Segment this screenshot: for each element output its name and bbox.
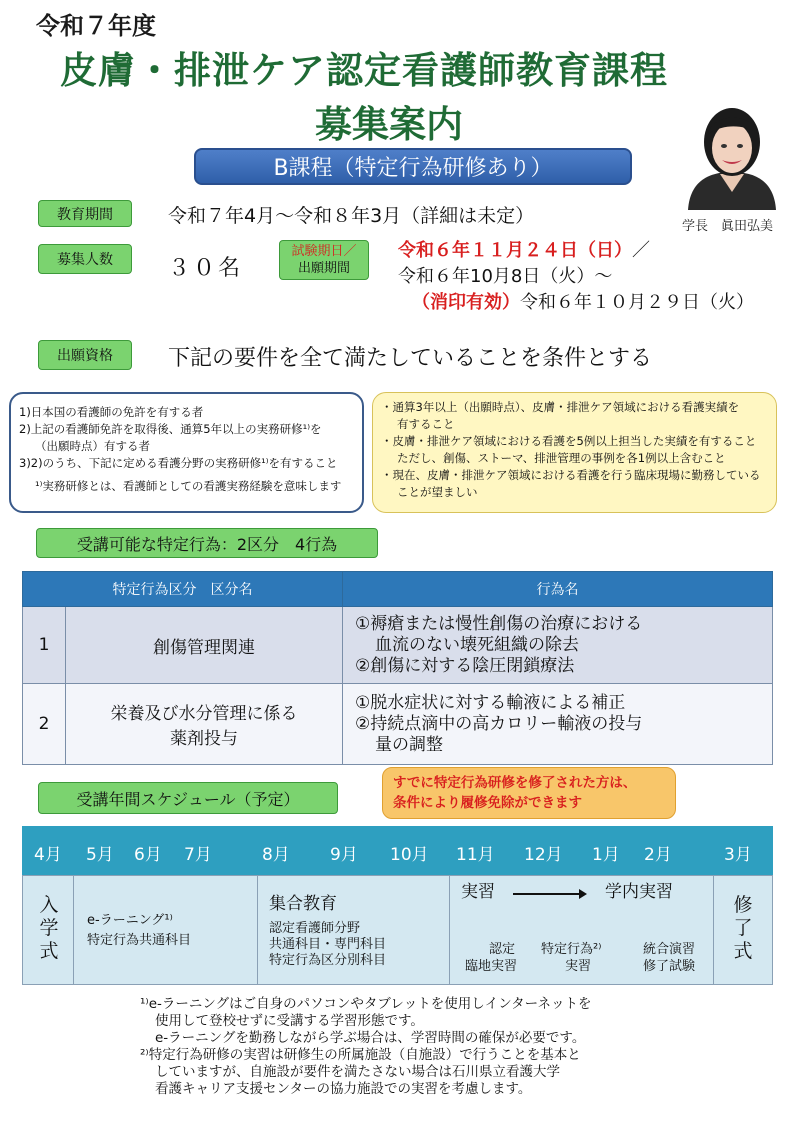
row-acts (343, 607, 773, 684)
exam-date: 令和６年１１月２４日（日） (398, 240, 632, 261)
practicum-sub: 認定 (489, 942, 516, 957)
group-education-line: 認定看護師分野 (269, 921, 361, 936)
row-number: 2 (23, 684, 66, 765)
month-label: 12月 (524, 845, 563, 865)
schedule-month-bar (22, 826, 773, 878)
row-zone (66, 684, 343, 765)
exemption-line: 条件により履修免除ができます (393, 795, 582, 811)
acts-tag: 受講可能な特定行為：2区分 4行為 (36, 528, 378, 558)
row-number: 1 (23, 607, 66, 684)
campus-practicum-label: 学内実習 (605, 882, 673, 902)
act-line: ②持続点滴中の高カロリー輸液の投与 (355, 713, 643, 734)
footnote-line: ¹⁾e-ラーニングはご自身のパソコンやタブレットを使用しインターネットを (140, 996, 592, 1012)
schedule-tag: 受講年間スケジュール（予定） (38, 782, 338, 814)
act-line: 量の調整 (375, 734, 443, 755)
qualification-value: 下記の要件を全て満たしていることを条件とする (168, 346, 653, 371)
group-education-line: 特定行為区分別科目 (269, 953, 387, 968)
group-education-title: 集合教育 (269, 894, 337, 914)
exemption-note (382, 767, 676, 819)
exemption-line: すでに特定行為研修を修了された方は、 (393, 775, 637, 791)
practicum-sub: 統合演習 (643, 942, 696, 957)
row-zone-line: 栄養及び水分管理に係る (110, 704, 298, 724)
table-row (23, 684, 773, 765)
act-line: ②創傷に対する陰圧閉鎖療法 (355, 655, 575, 676)
practicum-sub: 修了試験 (643, 959, 696, 974)
footnote-line: ²⁾特定行為研修の実習は研修生の所属施設（自施設）で行うことを基本と (140, 1047, 581, 1063)
postmark-note: （消印有効） (412, 292, 520, 313)
req-right-line: ただし、創傷、ストーマ、排泄管理の事例を各1例以上含むこと (397, 451, 726, 465)
month-label: 10月 (390, 845, 429, 865)
exam-tag-line2: 出願期間 (297, 261, 350, 276)
practicum-label: 実習 (461, 882, 495, 902)
act-line: ①褥瘡または慢性創傷の治療における (355, 613, 643, 634)
req-left-line: 2)上記の看護師免許を取得後、通算5年以上の実務研修¹⁾を (19, 422, 322, 436)
table-row (23, 607, 773, 684)
divider (449, 876, 450, 984)
divider (713, 876, 714, 984)
month-label: 9月 (330, 845, 358, 865)
year-label: 令和７年度 (36, 12, 156, 40)
arrow-right-icon (513, 893, 585, 895)
apply-end-line (412, 288, 754, 314)
req-right-line: ・皮膚・排泄ケア領域における看護を5例以上担当した実績を有すること (381, 434, 757, 448)
month-label: 2月 (644, 845, 672, 865)
acts-col-name: 行為名 (343, 572, 773, 607)
month-label: 11月 (456, 845, 495, 865)
elearning-subject: 特定行為共通科目 (87, 933, 192, 948)
acts-col-zone: 特定行為区分 区分名 (23, 572, 343, 607)
req-left-line: （出願時点）有する者 (35, 439, 150, 453)
apply-start: 令和６年10月8日（火）～ (398, 266, 613, 287)
month-label: 7月 (184, 845, 212, 865)
row-zone (66, 607, 343, 684)
practicum-sub: 特定行為²⁾ (541, 942, 602, 957)
requirements-left-box (9, 392, 364, 513)
elearning-title: e-ラーニング¹⁾ (87, 913, 173, 928)
month-label: 5月 (86, 845, 114, 865)
entrance-ceremony: 入 学 式 (39, 894, 59, 962)
page-title: 皮膚・排泄ケア認定看護師教育課程 (60, 49, 668, 92)
dean-caption: 学長 眞田弘美 (682, 219, 774, 234)
act-line: ①脱水症状に対する輸液による補正 (355, 692, 626, 713)
req-left-note: ¹⁾実務研修とは、看護師としての看護実務経験を意味します (35, 479, 342, 493)
dean-photo (680, 92, 784, 210)
course-banner: B課程（特定行為研修あり） (194, 148, 632, 185)
divider (73, 876, 74, 984)
req-left-line: 1)日本国の看護師の免許を有する者 (19, 405, 204, 419)
requirements-right-box (372, 392, 777, 513)
period-tag: 教育期間 (38, 200, 132, 227)
footnote-line: 使用して登校せずに受講する学習形態です。 (155, 1013, 424, 1029)
qualification-tag: 出願資格 (38, 340, 132, 370)
practicum-sub: 実習 (565, 959, 592, 974)
req-right-line: ことが望ましい (397, 485, 478, 499)
capacity-tag: 募集人数 (38, 244, 132, 274)
completion-ceremony: 修 了 式 (733, 894, 753, 962)
req-right-line: ・現在、皮膚・排泄ケア領域における看護を行う臨床現場に勤務している (381, 468, 761, 482)
acts-table (22, 571, 773, 765)
footnote-line: していますが、自施設が要件を満たさない場合は石川県立看護大学 (155, 1064, 560, 1080)
divider (257, 876, 258, 984)
exam-tag (279, 240, 369, 280)
month-label: 6月 (134, 845, 162, 865)
month-label: 4月 (34, 845, 62, 865)
period-value: 令和７年4月～令和８年3月（詳細は未定） (168, 205, 535, 227)
exam-slash: ／ (632, 240, 650, 261)
footnotes (140, 996, 591, 1098)
group-education-line: 共通科目・専門科目 (269, 937, 387, 952)
month-label: 3月 (724, 845, 752, 865)
exam-tag-line1: 試験期日／ (291, 244, 357, 259)
schedule-body (22, 875, 773, 985)
exam-date-line (398, 236, 650, 262)
footnote-line: e-ラーニングを勤務しながら学ぶ場合は、学習時間の確保が必要です。 (155, 1030, 586, 1046)
footnote-line: 看護キャリア支援センターの協力施設での実習を考慮します。 (155, 1081, 532, 1097)
month-label: 1月 (592, 845, 620, 865)
req-left-line: 3)2)のうち、下記に定める看護分野の実務研修¹⁾を有すること (19, 456, 338, 470)
page-subtitle: 募集案内 (315, 103, 463, 146)
act-line: 血流のない壊死組織の除去 (375, 634, 579, 655)
apply-end: 令和６年１０月２９日（火） (520, 292, 754, 313)
row-acts (343, 684, 773, 765)
capacity-value: ３０名 (168, 256, 244, 281)
req-right-line: ・通算3年以上（出願時点）、皮膚・排泄ケア領域における看護実績を (381, 400, 740, 414)
row-zone-line: 薬剤投与 (170, 729, 238, 749)
practicum-sub: 臨地実習 (465, 959, 518, 974)
req-right-line: 有すること (397, 417, 455, 431)
month-label: 8月 (262, 845, 290, 865)
row-zone-line: 創傷管理関連 (153, 637, 255, 658)
